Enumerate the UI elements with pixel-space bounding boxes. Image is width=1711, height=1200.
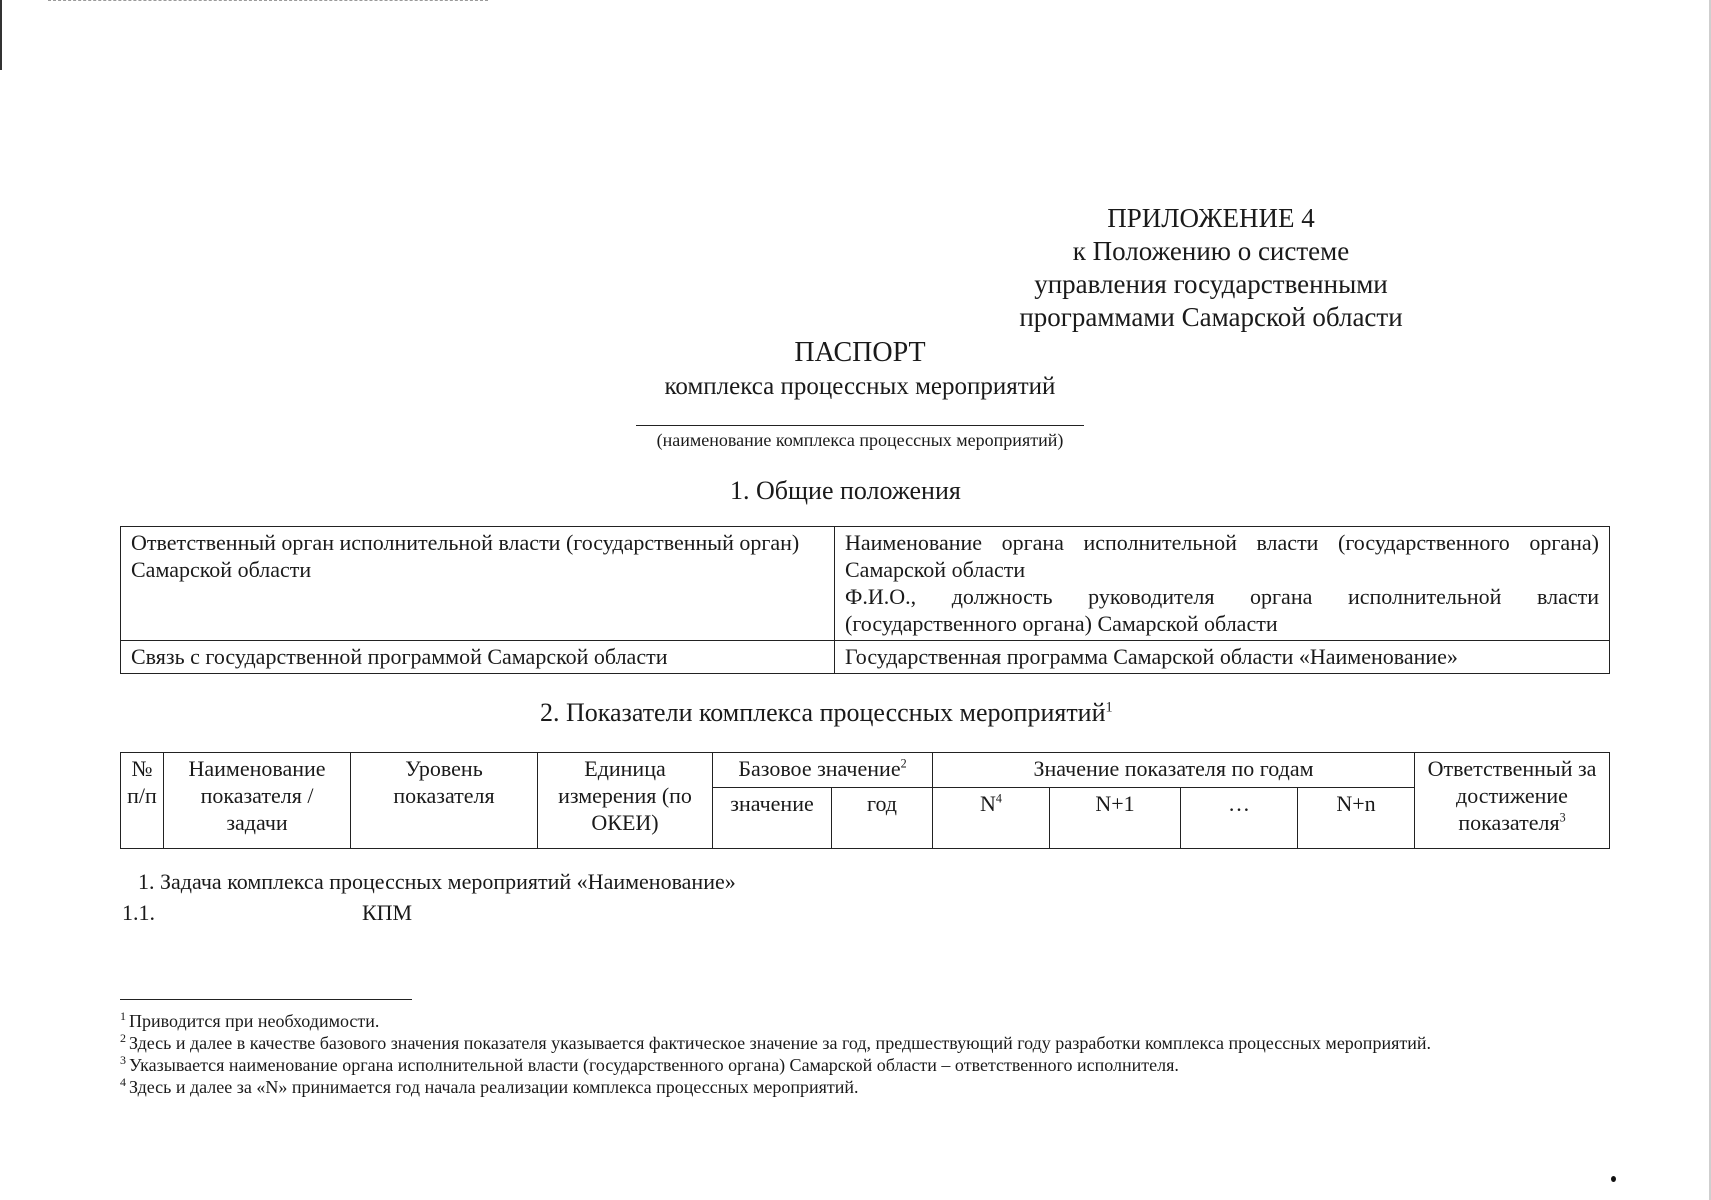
col-header-num: № п/п	[121, 753, 164, 849]
passport-title-block	[560, 336, 1160, 451]
appendix-header	[951, 202, 1471, 334]
table-cell: Связь с государственной программой Самарской области	[121, 641, 835, 674]
footnote-number: 4	[120, 1075, 126, 1089]
footnote-3	[48, 1054, 1606, 1076]
footnote-text: Здесь и далее за «N» принимается год начала реализации комплекса процессных мероприятий.	[129, 1077, 859, 1097]
col-header-year-n	[933, 788, 1050, 849]
col-header-unit: Единица измерения (по ОКЕИ)	[538, 753, 713, 849]
footnote-number: 2	[120, 1031, 126, 1045]
footnote-ref: 1	[1105, 699, 1113, 716]
section2-heading-text: 2. Показатели комплекса процессных мероприятий	[540, 698, 1106, 727]
col-header-responsible	[1415, 753, 1610, 849]
document-subtitle: комплекса процессных мероприятий	[664, 373, 1056, 400]
footnote-ref: 3	[1559, 810, 1566, 825]
col-header-year-dots: …	[1181, 788, 1298, 849]
footnote-number: 3	[120, 1053, 126, 1067]
scan-top-border	[48, 0, 488, 1]
cell-line: Наименование органа исполнительной власти (государственного органа) Самарской области	[845, 530, 1599, 582]
section2-heading	[540, 698, 1113, 728]
col-header-name: Наименование показателя / задачи	[164, 753, 351, 849]
name-fill-line	[636, 425, 1084, 426]
col-header-responsible-text: Ответственный за достижение показателя	[1427, 756, 1597, 835]
footnote-2	[48, 1032, 1606, 1054]
indicator-row-level: КПМ	[362, 900, 413, 925]
general-provisions-table	[120, 526, 1610, 674]
footnote-number: 1	[120, 1009, 126, 1023]
footnote-text: Указывается наименование органа исполнительной власти (государственного органа) Самарской области – ответственного исполнителя.	[129, 1055, 1179, 1075]
col-header-year-n1: N+1	[1050, 788, 1181, 849]
table-cell: Государственная программа Самарской области «Наименование»	[835, 641, 1610, 674]
appendix-line: ПРИЛОЖЕНИЕ 4	[1107, 203, 1315, 233]
col-header-year-nn: N+n	[1298, 788, 1415, 849]
col-header-by-years: Значение показателя по годам	[933, 753, 1415, 788]
col-header-base-year: год	[832, 788, 933, 849]
appendix-line: к Положению о системе	[1072, 236, 1350, 266]
footnote-text: Приводится при необходимости.	[129, 1011, 380, 1031]
col-header-base-value: значение	[713, 788, 832, 849]
footnote-separator	[120, 999, 412, 1000]
footnote-ref: 2	[900, 756, 907, 771]
col-header-level: Уровень показателя	[351, 753, 538, 849]
table-cell: Ответственный орган исполнительной власти (государственный орган) Самарской области	[121, 527, 835, 641]
appendix-line: управления государственными	[1034, 269, 1388, 299]
table-row	[121, 527, 1610, 641]
cell-line: Ф.И.О., должность руководителя органа исполнительной власти (государственного органа) Самарской области	[845, 584, 1599, 636]
col-header-base	[713, 753, 933, 788]
table-row	[121, 641, 1610, 674]
appendix-line: программами Самарской области	[1019, 302, 1403, 332]
footnote-text: Здесь и далее в качестве базового значения показателя указывается фактическое значение за год, предшествующий году разработки комплекса процессных мероприятий.	[129, 1033, 1431, 1053]
footnote-4	[48, 1076, 1606, 1098]
indicators-table	[120, 752, 1610, 849]
footnotes	[48, 1010, 1606, 1098]
footnote-ref: 4	[995, 791, 1002, 806]
table-header-row	[121, 753, 1610, 788]
name-caption: (наименование комплекса процессных мероприятий)	[656, 430, 1064, 450]
col-header-base-text: Базовое значение	[738, 756, 901, 781]
col-header-year-n-text: N	[980, 791, 996, 816]
footnote-1	[48, 1010, 1606, 1032]
document-title: ПАСПОРТ	[794, 337, 926, 368]
scan-left-edge	[0, 0, 2, 70]
task-line: 1. Задача комплекса процессных мероприятий «Наименование»	[138, 869, 736, 894]
section1-heading: 1. Общие положения	[730, 476, 961, 505]
scan-speck	[1611, 1176, 1616, 1182]
indicator-row-num: 1.1.	[122, 900, 155, 925]
table-cell	[835, 527, 1610, 641]
